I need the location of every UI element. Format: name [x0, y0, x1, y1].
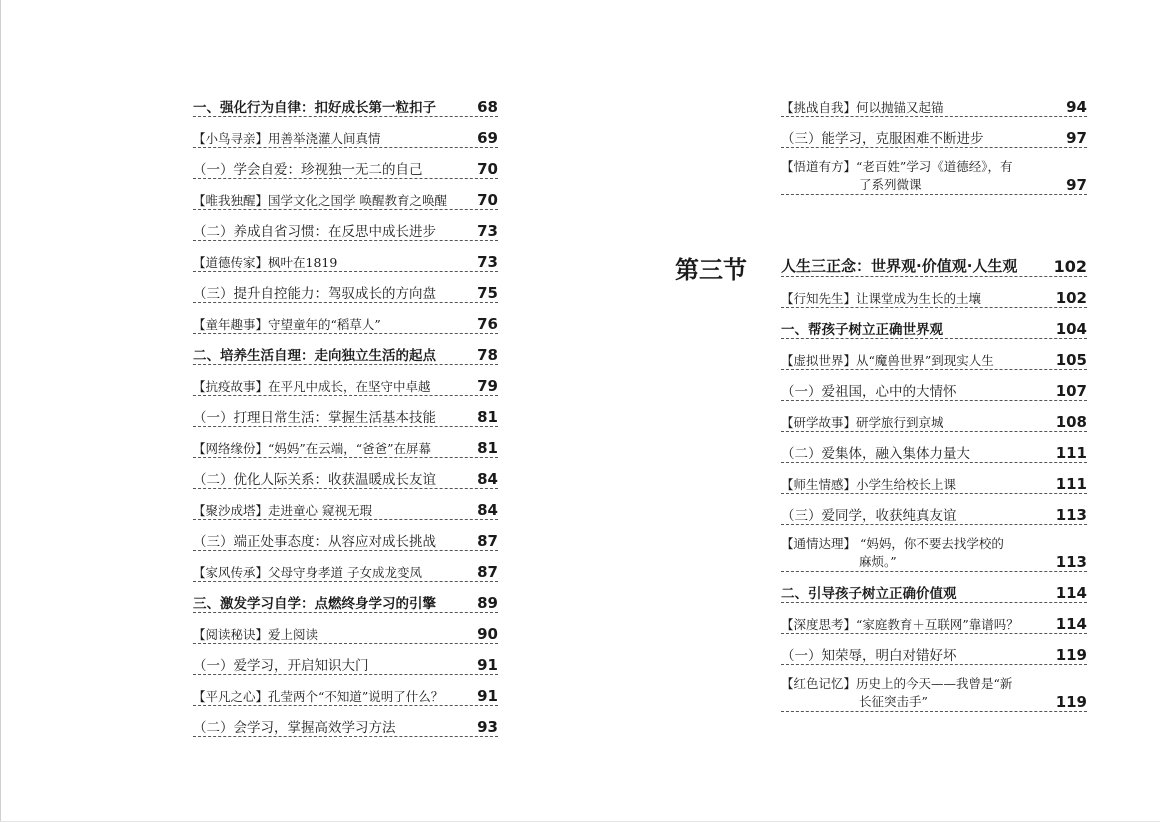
- toc-entry[interactable]: [193, 437, 498, 458]
- toc-entry-title: 【虚拟世界】从“魔兽世界”到现实人生: [781, 353, 994, 368]
- page-edge-left: [0, 0, 1, 822]
- toc-entry-page-number: 70: [477, 160, 498, 178]
- toc-entry-page-number: 75: [477, 284, 498, 302]
- toc-entry[interactable]: [781, 442, 1087, 463]
- toc-entry-page-number: 73: [477, 253, 498, 271]
- toc-entry-title: 【抗疫故事】在平凡中成长，在坚守中卓越: [193, 379, 431, 394]
- toc-entry-title: （二）优化人际关系：收获温暖成长友谊: [193, 472, 436, 488]
- toc-entry-title-line2: 长征突击手”: [859, 694, 928, 709]
- toc-entry-title-line1: 【通情达理】 “妈妈，你不要去找学校的: [781, 536, 1004, 551]
- toc-entry-page-number: 76: [477, 315, 498, 333]
- toc-entry[interactable]: [193, 251, 498, 272]
- toc-entry-title: （二）会学习，掌握高效学习方法: [193, 720, 396, 736]
- toc-entry-page-number: 102: [1055, 289, 1087, 307]
- toc-entry-title: [781, 675, 1012, 711]
- toc-entry[interactable]: [781, 535, 1087, 572]
- toc-entry-page-number: 105: [1055, 351, 1087, 369]
- toc-entry-title: （一）爱学习，开启知识大门: [193, 658, 369, 674]
- toc-entry-title: 【网络缘份】“妈妈”在云端，“爸爸”在屏幕: [193, 441, 432, 456]
- toc-entry-title: （一）爱祖国，心中的大情怀: [781, 384, 957, 400]
- toc-entry-title-line2: 了系列微课: [859, 177, 922, 192]
- toc-entry-page-number: 91: [477, 656, 498, 674]
- section-gap: [781, 205, 1087, 253]
- toc-entry-page-number: 89: [477, 594, 498, 612]
- toc-entry-title: （三）爱同学，收获纯真友谊: [781, 508, 957, 524]
- toc-entry-title: 【聚沙成塔】走进童心 窥视无瑕: [193, 503, 372, 518]
- toc-entry-page-number: 81: [477, 439, 498, 457]
- toc-entry-title: （三）能学习，克服困难不断进步: [781, 131, 984, 147]
- toc-entry[interactable]: [193, 406, 498, 427]
- toc-entry[interactable]: [781, 644, 1087, 665]
- toc-entry-title: 【深度思考】“家庭教育＋互联网”靠谱吗？: [781, 617, 1019, 632]
- toc-entry-title: 【道德传家】枫叶在1819: [193, 255, 338, 270]
- section-title-row[interactable]: [781, 253, 1087, 277]
- toc-entry-title: （一）学会自爱：珍视独一无二的自己: [193, 162, 423, 178]
- toc-entry-page-number: 111: [1055, 444, 1087, 462]
- toc-entry[interactable]: [781, 96, 1087, 117]
- toc-entry-page-number: 91: [477, 687, 498, 705]
- toc-left-column: [193, 96, 498, 747]
- toc-entry-page-number: 97: [1066, 129, 1087, 147]
- toc-entry-title: 【阅读秘诀】爱上阅读: [193, 627, 319, 642]
- toc-entry[interactable]: [781, 613, 1087, 634]
- toc-entry-page-number: 107: [1055, 382, 1087, 400]
- toc-entry-page-number: 84: [477, 501, 498, 519]
- toc-entry-page-number: 90: [477, 625, 498, 643]
- toc-entry-title-line1: 【红色记忆】历史上的今天——我曾是“新: [781, 676, 1013, 691]
- toc-entry-title: 【唯我独醒】国学文化之国学 唤醒教育之唤醒: [193, 193, 447, 208]
- toc-entry[interactable]: [781, 582, 1087, 603]
- toc-entry-title: 【平凡之心】孔莹两个“不知道”说明了什么？: [193, 689, 444, 704]
- section-page-number: 102: [1053, 257, 1087, 276]
- toc-entry-title: （一）打理日常生活：掌握生活基本技能: [193, 410, 436, 426]
- toc-entry-page-number: 73: [477, 222, 498, 240]
- toc-entry[interactable]: [193, 189, 498, 210]
- toc-entry-title: 【研学故事】研学旅行到京城: [781, 415, 944, 430]
- toc-entry-title: 【家风传承】父母守身孝道 子女成龙变凤: [193, 565, 422, 580]
- toc-entry[interactable]: [781, 473, 1087, 494]
- toc-entry-title: （二）养成自省习惯：在反思中成长进步: [193, 224, 436, 240]
- toc-entry-page-number: 111: [1055, 475, 1087, 493]
- toc-entry[interactable]: [781, 158, 1087, 195]
- toc-entry-page-number: 81: [477, 408, 498, 426]
- toc-entry[interactable]: [193, 282, 498, 303]
- toc-entry[interactable]: [781, 380, 1087, 401]
- toc-entry-page-number: 119: [1055, 646, 1087, 664]
- toc-entry-page-number: 69: [477, 129, 498, 147]
- toc-entry-page-number: 119: [1055, 693, 1087, 711]
- toc-entry[interactable]: [193, 127, 498, 148]
- toc-entry-page-number: 104: [1055, 320, 1087, 338]
- toc-right-column: [781, 96, 1087, 722]
- toc-entry-title: 二、培养生活自理：走向独立生活的起点: [193, 348, 436, 364]
- toc-entry[interactable]: [193, 96, 498, 117]
- toc-entry[interactable]: [781, 504, 1087, 525]
- toc-entry-title: 三、激发学习自学：点燃终身学习的引擎: [193, 596, 436, 612]
- toc-entry-title: 【小鸟寻亲】用善举浇灌人间真情: [193, 131, 381, 146]
- toc-entry[interactable]: [193, 716, 498, 737]
- toc-entry[interactable]: [193, 313, 498, 334]
- toc-entry-title: 【童年趣事】守望童年的“稻草人”: [193, 317, 381, 332]
- toc-entry-page-number: 108: [1055, 413, 1087, 431]
- toc-entry-page-number: 97: [1066, 176, 1087, 194]
- toc-entry-title: 【师生情感】小学生给校长上课: [781, 477, 957, 492]
- toc-entry[interactable]: [781, 675, 1087, 712]
- toc-entry[interactable]: [193, 592, 498, 613]
- toc-entry[interactable]: [781, 411, 1087, 432]
- toc-right-entries: [781, 287, 1087, 712]
- toc-entry-title: [781, 158, 1013, 194]
- toc-entry[interactable]: [193, 685, 498, 706]
- toc-entry[interactable]: [193, 530, 498, 551]
- toc-entry-page-number: 78: [477, 346, 498, 364]
- toc-entry-page-number: 113: [1055, 506, 1087, 524]
- toc-entry-title: （二）爱集体，融入集体力量大: [781, 446, 970, 462]
- toc-entry[interactable]: [193, 623, 498, 644]
- toc-entry-page-number: 87: [477, 563, 498, 581]
- toc-entry-title: （一）知荣辱，明白对错好坏: [781, 648, 957, 664]
- toc-entry-page-number: 68: [477, 98, 498, 116]
- toc-entry-title: 【挑战自我】何以抛锚又起锚: [781, 100, 944, 115]
- toc-entry[interactable]: [193, 158, 498, 179]
- toc-entry[interactable]: [193, 654, 498, 675]
- toc-entry-page-number: 70: [477, 191, 498, 209]
- toc-entry-title: [781, 535, 1004, 571]
- toc-right-top: [781, 96, 1087, 195]
- toc-entry-page-number: 113: [1055, 553, 1087, 571]
- toc-entry[interactable]: [193, 561, 498, 582]
- toc-entry-page-number: 114: [1055, 615, 1087, 633]
- toc-entry-page-number: 114: [1055, 584, 1087, 602]
- toc-entry-page-number: 93: [477, 718, 498, 736]
- section-title: 人生三正念：世界观·价值观·人生观: [781, 257, 1018, 275]
- toc-entry[interactable]: [193, 220, 498, 241]
- toc-entry-title: 一、帮孩子树立正确世界观: [781, 322, 943, 338]
- toc-entry[interactable]: [781, 318, 1087, 339]
- toc-entry[interactable]: [193, 468, 498, 489]
- toc-entry-title-line2: 麻烦。”: [859, 554, 897, 569]
- toc-entry[interactable]: [781, 349, 1087, 370]
- toc-entry[interactable]: [193, 375, 498, 396]
- toc-entry[interactable]: [193, 499, 498, 520]
- toc-entry-page-number: 79: [477, 377, 498, 395]
- toc-entry-page-number: 84: [477, 470, 498, 488]
- toc-entry-title: 一、强化行为自律：扣好成长第一粒扣子: [193, 100, 436, 116]
- toc-entry-title: （三）提升自控能力：驾驭成长的方向盘: [193, 286, 436, 302]
- toc-entry-title: 【行知先生】让课堂成为生长的土壤: [781, 291, 982, 306]
- toc-entry-title: （三）端正处事态度：从容应对成长挑战: [193, 534, 436, 550]
- toc-entry-title: 二、引导孩子树立正确价值观: [781, 586, 957, 602]
- toc-entry-page-number: 94: [1066, 98, 1087, 116]
- toc-entry[interactable]: [193, 344, 498, 365]
- section-label: 第三节: [675, 256, 747, 284]
- toc-entry-title-line1: 【悟道有方】“老百姓”学习《道德经》，有: [781, 159, 1013, 174]
- toc-entry[interactable]: [781, 287, 1087, 308]
- toc-entry-page-number: 87: [477, 532, 498, 550]
- toc-entry[interactable]: [781, 127, 1087, 148]
